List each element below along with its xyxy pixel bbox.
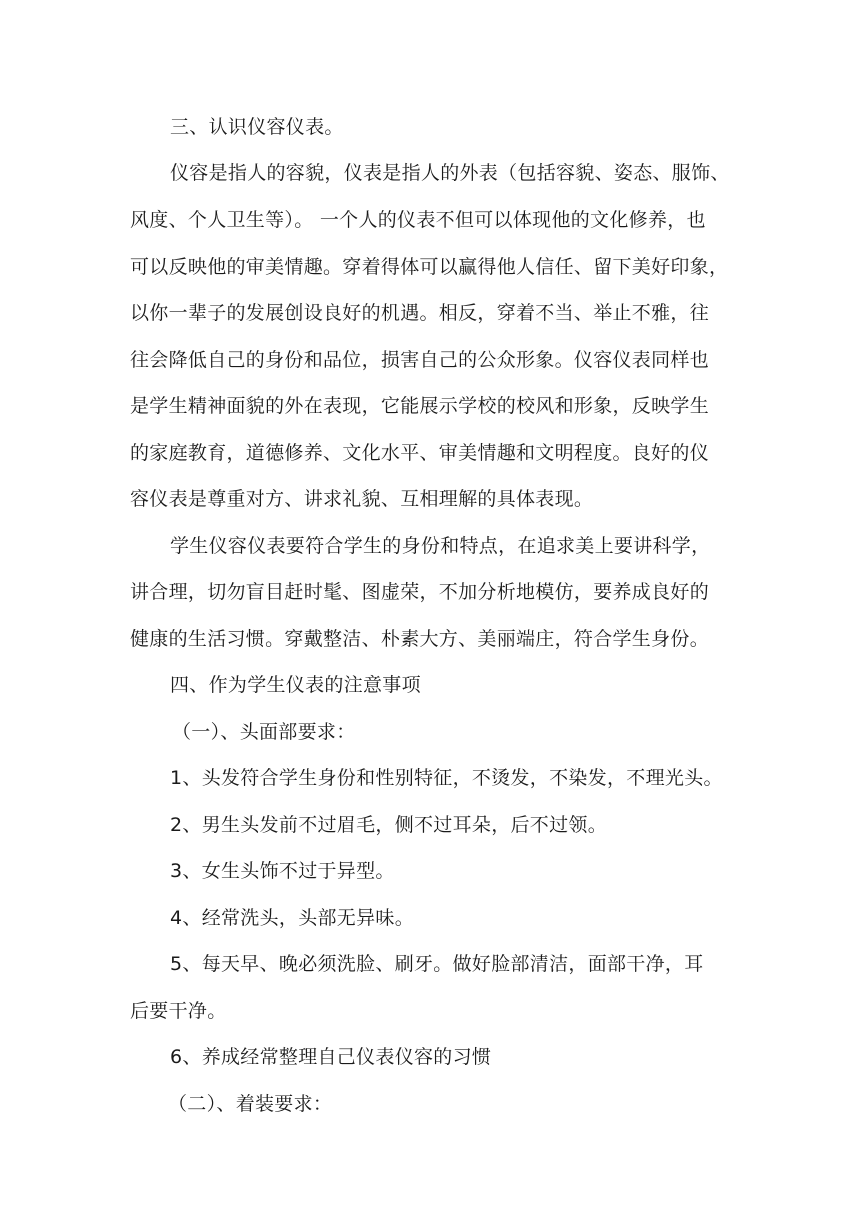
paragraph-line: 学生仪容仪表要符合学生的身份和特点，在追求美上要讲科学， [170, 535, 711, 557]
paragraph-line: 是学生精神面貌的外在表现，它能展示学校的校风和形象，反映学生 [130, 395, 710, 417]
paragraph-line: 可以反映他的审美情趣。穿着得体可以赢得他人信任、留下美好印象， [130, 256, 729, 278]
list-item: 6、养成经常整理自己仪表仪容的习惯 [170, 1046, 492, 1068]
list-item: 5、每天早、晚必须洗脸、刷牙。做好脸部清洁，面部干净，耳 [170, 953, 704, 975]
list-item: 4、经常洗头，头部无异味。 [170, 907, 414, 929]
list-item: 3、女生头饰不过于异型。 [170, 860, 395, 882]
list-item: 1、头发符合学生身份和性别特征，不烫发，不染发，不理光头。 [170, 767, 723, 789]
list-item-continuation: 后要干净。 [130, 1000, 227, 1022]
paragraph-line: 健康的生活习惯。穿戴整洁、朴素大方、美丽端庄，符合学生身份。 [130, 628, 710, 650]
paragraph-line: 容仪表是尊重对方、讲求礼貌、互相理解的具体表现。 [130, 488, 594, 510]
paragraph-line: 讲合理，切勿盲目赶时髦、图虚荣，不加分析地模仿，要养成良好的 [130, 581, 710, 603]
subheading-attire: （二）、着装要求： [168, 1093, 333, 1115]
paragraph-line: 的家庭教育，道德修养、文化水平、审美情趣和文明程度。良好的仪 [130, 442, 710, 464]
paragraph-line: 以你一辈子的发展创设良好的机遇。相反，穿着不当、举止不雅，往 [130, 302, 710, 324]
paragraph-line: 往会降低自己的身份和品位，损害自己的公众形象。仪容仪表同样也 [130, 349, 710, 371]
section-heading-3: 三、认识仪容仪表。 [170, 116, 344, 138]
section-heading-4: 四、作为学生仪表的注意事项 [170, 674, 421, 696]
paragraph-line: 风度、个人卫生等）。 一个人的仪表不但可以体现他的文化修养，也 [130, 209, 706, 231]
subheading-head-face: （一）、头面部要求： [172, 721, 356, 743]
list-item: 2、男生头发前不过眉毛，侧不过耳朵，后不过领。 [170, 814, 607, 836]
paragraph-line: 仪容是指人的容貌，仪表是指人的外表（包括容貌、姿态、服饰、 [170, 162, 730, 184]
